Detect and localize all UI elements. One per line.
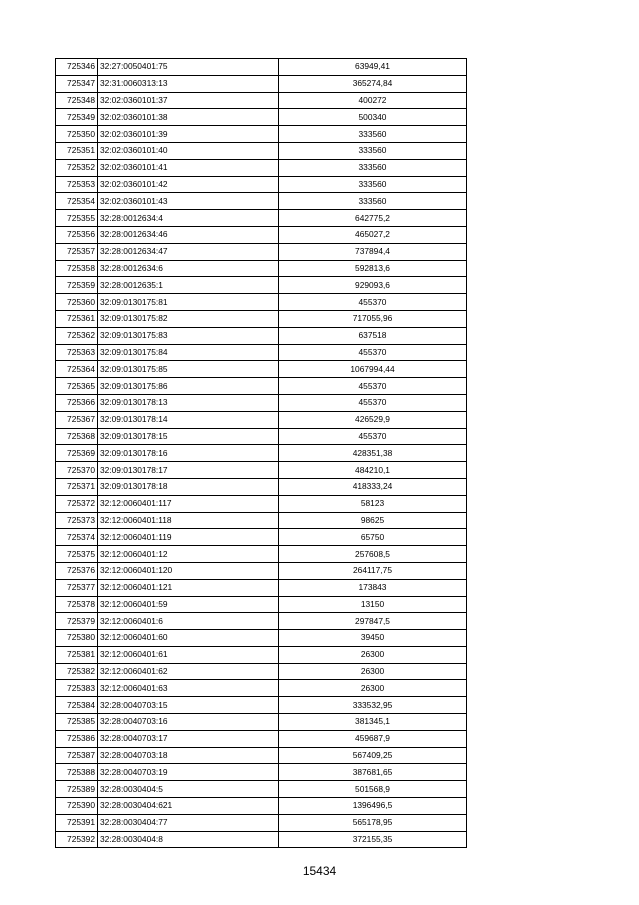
table-row bbox=[56, 562, 467, 579]
cadastral-number-cell: 32:28:0040703:18 bbox=[98, 747, 279, 764]
value-cell: 637518 bbox=[279, 327, 467, 344]
value-cell: 63949,41 bbox=[279, 59, 467, 76]
cadastral-number-cell: 32:28:0040703:19 bbox=[98, 764, 279, 781]
cadastral-number-cell: 32:09:0130178:13 bbox=[98, 394, 279, 411]
value-cell: 26300 bbox=[279, 663, 467, 680]
table-row bbox=[56, 814, 467, 831]
row-id-cell: 725361 bbox=[56, 310, 98, 327]
table-row bbox=[56, 176, 467, 193]
cadastral-number-cell: 32:28:0040703:16 bbox=[98, 714, 279, 731]
table-row bbox=[56, 277, 467, 294]
row-id-cell: 725386 bbox=[56, 730, 98, 747]
value-cell: 459687,9 bbox=[279, 730, 467, 747]
table-row bbox=[56, 495, 467, 512]
cadastral-number-cell: 32:09:0130175:82 bbox=[98, 310, 279, 327]
value-cell: 484210,1 bbox=[279, 462, 467, 479]
table-row bbox=[56, 394, 467, 411]
table-body bbox=[56, 59, 467, 848]
cadastral-number-cell: 32:31:0060313:13 bbox=[98, 75, 279, 92]
table-row bbox=[56, 260, 467, 277]
cadastral-number-cell: 32:09:0130175:86 bbox=[98, 378, 279, 395]
value-cell: 26300 bbox=[279, 646, 467, 663]
table-row bbox=[56, 747, 467, 764]
page-number: 15434 bbox=[302, 864, 337, 878]
value-cell: 455370 bbox=[279, 344, 467, 361]
cadastral-number-cell: 32:12:0060401:12 bbox=[98, 546, 279, 563]
cadastral-number-cell: 32:27:0050401:75 bbox=[98, 59, 279, 76]
row-id-cell: 725379 bbox=[56, 613, 98, 630]
value-cell: 365274,84 bbox=[279, 75, 467, 92]
row-id-cell: 725363 bbox=[56, 344, 98, 361]
value-cell: 333560 bbox=[279, 159, 467, 176]
value-cell: 333560 bbox=[279, 176, 467, 193]
cadastral-number-cell: 32:02:0360101:39 bbox=[98, 126, 279, 143]
table-row bbox=[56, 378, 467, 395]
value-cell: 500340 bbox=[279, 109, 467, 126]
cadastral-number-cell: 32:12:0060401:6 bbox=[98, 613, 279, 630]
value-cell: 333560 bbox=[279, 193, 467, 210]
table-row bbox=[56, 714, 467, 731]
cadastral-number-cell: 32:09:0130175:84 bbox=[98, 344, 279, 361]
row-id-cell: 725385 bbox=[56, 714, 98, 731]
value-cell: 426529,9 bbox=[279, 411, 467, 428]
row-id-cell: 725389 bbox=[56, 781, 98, 798]
row-id-cell: 725381 bbox=[56, 646, 98, 663]
cadastral-number-cell: 32:12:0060401:61 bbox=[98, 646, 279, 663]
cadastral-number-cell: 32:28:0012634:46 bbox=[98, 226, 279, 243]
row-id-cell: 725357 bbox=[56, 243, 98, 260]
table-row bbox=[56, 462, 467, 479]
table-row bbox=[56, 596, 467, 613]
cadastral-number-cell: 32:12:0060401:63 bbox=[98, 680, 279, 697]
row-id-cell: 725369 bbox=[56, 445, 98, 462]
row-id-cell: 725382 bbox=[56, 663, 98, 680]
row-id-cell: 725391 bbox=[56, 814, 98, 831]
value-cell: 929093,6 bbox=[279, 277, 467, 294]
table-row bbox=[56, 159, 467, 176]
table-row bbox=[56, 579, 467, 596]
row-id-cell: 725375 bbox=[56, 546, 98, 563]
row-id-cell: 725366 bbox=[56, 394, 98, 411]
value-cell: 65750 bbox=[279, 529, 467, 546]
row-id-cell: 725349 bbox=[56, 109, 98, 126]
row-id-cell: 725388 bbox=[56, 764, 98, 781]
row-id-cell: 725376 bbox=[56, 562, 98, 579]
value-cell: 737894,4 bbox=[279, 243, 467, 260]
cadastral-number-cell: 32:12:0060401:119 bbox=[98, 529, 279, 546]
table-row bbox=[56, 226, 467, 243]
table-row bbox=[56, 680, 467, 697]
table-row bbox=[56, 529, 467, 546]
cadastral-number-cell: 32:28:0012634:6 bbox=[98, 260, 279, 277]
value-cell: 1067994,44 bbox=[279, 361, 467, 378]
table-row bbox=[56, 764, 467, 781]
value-cell: 173843 bbox=[279, 579, 467, 596]
row-id-cell: 725351 bbox=[56, 142, 98, 159]
table-row bbox=[56, 428, 467, 445]
cadastral-number-cell: 32:28:0012634:4 bbox=[98, 210, 279, 227]
cadastral-number-cell: 32:12:0060401:118 bbox=[98, 512, 279, 529]
row-id-cell: 725390 bbox=[56, 798, 98, 815]
row-id-cell: 725359 bbox=[56, 277, 98, 294]
row-id-cell: 725358 bbox=[56, 260, 98, 277]
value-cell: 455370 bbox=[279, 428, 467, 445]
table-row bbox=[56, 697, 467, 714]
cadastral-number-cell: 32:12:0060401:60 bbox=[98, 630, 279, 647]
value-cell: 400272 bbox=[279, 92, 467, 109]
row-id-cell: 725348 bbox=[56, 92, 98, 109]
row-id-cell: 725384 bbox=[56, 697, 98, 714]
cadastral-number-cell: 32:28:0030404:77 bbox=[98, 814, 279, 831]
table-row bbox=[56, 310, 467, 327]
cadastral-number-cell: 32:02:0360101:37 bbox=[98, 92, 279, 109]
cadastral-number-cell: 32:28:0012634:47 bbox=[98, 243, 279, 260]
table-row bbox=[56, 243, 467, 260]
value-cell: 372155,35 bbox=[279, 831, 467, 848]
value-cell: 264117,75 bbox=[279, 562, 467, 579]
value-cell: 501568,9 bbox=[279, 781, 467, 798]
value-cell: 455370 bbox=[279, 294, 467, 311]
value-cell: 1396496,5 bbox=[279, 798, 467, 815]
table-row bbox=[56, 75, 467, 92]
value-cell: 98625 bbox=[279, 512, 467, 529]
value-cell: 717055,96 bbox=[279, 310, 467, 327]
row-id-cell: 725380 bbox=[56, 630, 98, 647]
table-row bbox=[56, 294, 467, 311]
table-row bbox=[56, 344, 467, 361]
value-cell: 26300 bbox=[279, 680, 467, 697]
table-row bbox=[56, 546, 467, 563]
row-id-cell: 725368 bbox=[56, 428, 98, 445]
value-cell: 297847,5 bbox=[279, 613, 467, 630]
row-id-cell: 725365 bbox=[56, 378, 98, 395]
value-cell: 418333,24 bbox=[279, 478, 467, 495]
row-id-cell: 725372 bbox=[56, 495, 98, 512]
cadastral-number-cell: 32:09:0130175:85 bbox=[98, 361, 279, 378]
cadastral-number-cell: 32:02:0360101:41 bbox=[98, 159, 279, 176]
row-id-cell: 725353 bbox=[56, 176, 98, 193]
cadastral-number-cell: 32:02:0360101:38 bbox=[98, 109, 279, 126]
cadastral-number-cell: 32:09:0130178:15 bbox=[98, 428, 279, 445]
cadastral-number-cell: 32:12:0060401:120 bbox=[98, 562, 279, 579]
value-cell: 455370 bbox=[279, 394, 467, 411]
cadastral-number-cell: 32:28:0012635:1 bbox=[98, 277, 279, 294]
table-row bbox=[56, 730, 467, 747]
cadastral-number-cell: 32:09:0130178:18 bbox=[98, 478, 279, 495]
row-id-cell: 725360 bbox=[56, 294, 98, 311]
cadastral-number-cell: 32:09:0130175:83 bbox=[98, 327, 279, 344]
cadastral-number-cell: 32:02:0360101:43 bbox=[98, 193, 279, 210]
table-row bbox=[56, 109, 467, 126]
table-row bbox=[56, 193, 467, 210]
table-row bbox=[56, 478, 467, 495]
row-id-cell: 725354 bbox=[56, 193, 98, 210]
table-row bbox=[56, 411, 467, 428]
table-row bbox=[56, 126, 467, 143]
row-id-cell: 725374 bbox=[56, 529, 98, 546]
value-cell: 39450 bbox=[279, 630, 467, 647]
value-cell: 58123 bbox=[279, 495, 467, 512]
table-row bbox=[56, 59, 467, 76]
row-id-cell: 725346 bbox=[56, 59, 98, 76]
row-id-cell: 725352 bbox=[56, 159, 98, 176]
table-row bbox=[56, 512, 467, 529]
cadastral-number-cell: 32:09:0130178:14 bbox=[98, 411, 279, 428]
value-cell: 567409,25 bbox=[279, 747, 467, 764]
value-cell: 257608,5 bbox=[279, 546, 467, 563]
row-id-cell: 725377 bbox=[56, 579, 98, 596]
cadastral-number-cell: 32:28:0040703:17 bbox=[98, 730, 279, 747]
table-row bbox=[56, 613, 467, 630]
value-cell: 642775,2 bbox=[279, 210, 467, 227]
row-id-cell: 725383 bbox=[56, 680, 98, 697]
value-cell: 387681,65 bbox=[279, 764, 467, 781]
table-row bbox=[56, 142, 467, 159]
cadastral-number-cell: 32:28:0030404:8 bbox=[98, 831, 279, 848]
table-row bbox=[56, 798, 467, 815]
table-row bbox=[56, 663, 467, 680]
table-row bbox=[56, 630, 467, 647]
row-id-cell: 725350 bbox=[56, 126, 98, 143]
value-cell: 333532,95 bbox=[279, 697, 467, 714]
cadastral-number-cell: 32:12:0060401:59 bbox=[98, 596, 279, 613]
row-id-cell: 725370 bbox=[56, 462, 98, 479]
row-id-cell: 725347 bbox=[56, 75, 98, 92]
table-row bbox=[56, 831, 467, 848]
cadastral-number-cell: 32:12:0060401:121 bbox=[98, 579, 279, 596]
table-row bbox=[56, 646, 467, 663]
cadastral-number-cell: 32:02:0360101:40 bbox=[98, 142, 279, 159]
table-row bbox=[56, 210, 467, 227]
cadastral-number-cell: 32:28:0030404:621 bbox=[98, 798, 279, 815]
value-cell: 333560 bbox=[279, 142, 467, 159]
row-id-cell: 725362 bbox=[56, 327, 98, 344]
row-id-cell: 725364 bbox=[56, 361, 98, 378]
value-cell: 592813,6 bbox=[279, 260, 467, 277]
value-cell: 333560 bbox=[279, 126, 467, 143]
cadastral-number-cell: 32:02:0360101:42 bbox=[98, 176, 279, 193]
row-id-cell: 725392 bbox=[56, 831, 98, 848]
value-cell: 455370 bbox=[279, 378, 467, 395]
row-id-cell: 725355 bbox=[56, 210, 98, 227]
value-cell: 428351,38 bbox=[279, 445, 467, 462]
value-cell: 465027,2 bbox=[279, 226, 467, 243]
row-id-cell: 725356 bbox=[56, 226, 98, 243]
table-row bbox=[56, 327, 467, 344]
table-row bbox=[56, 445, 467, 462]
row-id-cell: 725367 bbox=[56, 411, 98, 428]
row-id-cell: 725371 bbox=[56, 478, 98, 495]
cadastral-number-cell: 32:09:0130178:16 bbox=[98, 445, 279, 462]
value-cell: 565178,95 bbox=[279, 814, 467, 831]
cadastral-number-cell: 32:12:0060401:62 bbox=[98, 663, 279, 680]
table-row bbox=[56, 781, 467, 798]
row-id-cell: 725387 bbox=[56, 747, 98, 764]
cadastral-number-cell: 32:12:0060401:117 bbox=[98, 495, 279, 512]
cadastral-number-cell: 32:09:0130178:17 bbox=[98, 462, 279, 479]
value-cell: 381345,1 bbox=[279, 714, 467, 731]
cadastral-number-cell: 32:09:0130175:81 bbox=[98, 294, 279, 311]
table-row bbox=[56, 361, 467, 378]
table-row bbox=[56, 92, 467, 109]
cadastral-number-cell: 32:28:0030404:5 bbox=[98, 781, 279, 798]
row-id-cell: 725373 bbox=[56, 512, 98, 529]
data-table bbox=[55, 58, 467, 848]
cadastral-number-cell: 32:28:0040703:15 bbox=[98, 697, 279, 714]
value-cell: 13150 bbox=[279, 596, 467, 613]
row-id-cell: 725378 bbox=[56, 596, 98, 613]
